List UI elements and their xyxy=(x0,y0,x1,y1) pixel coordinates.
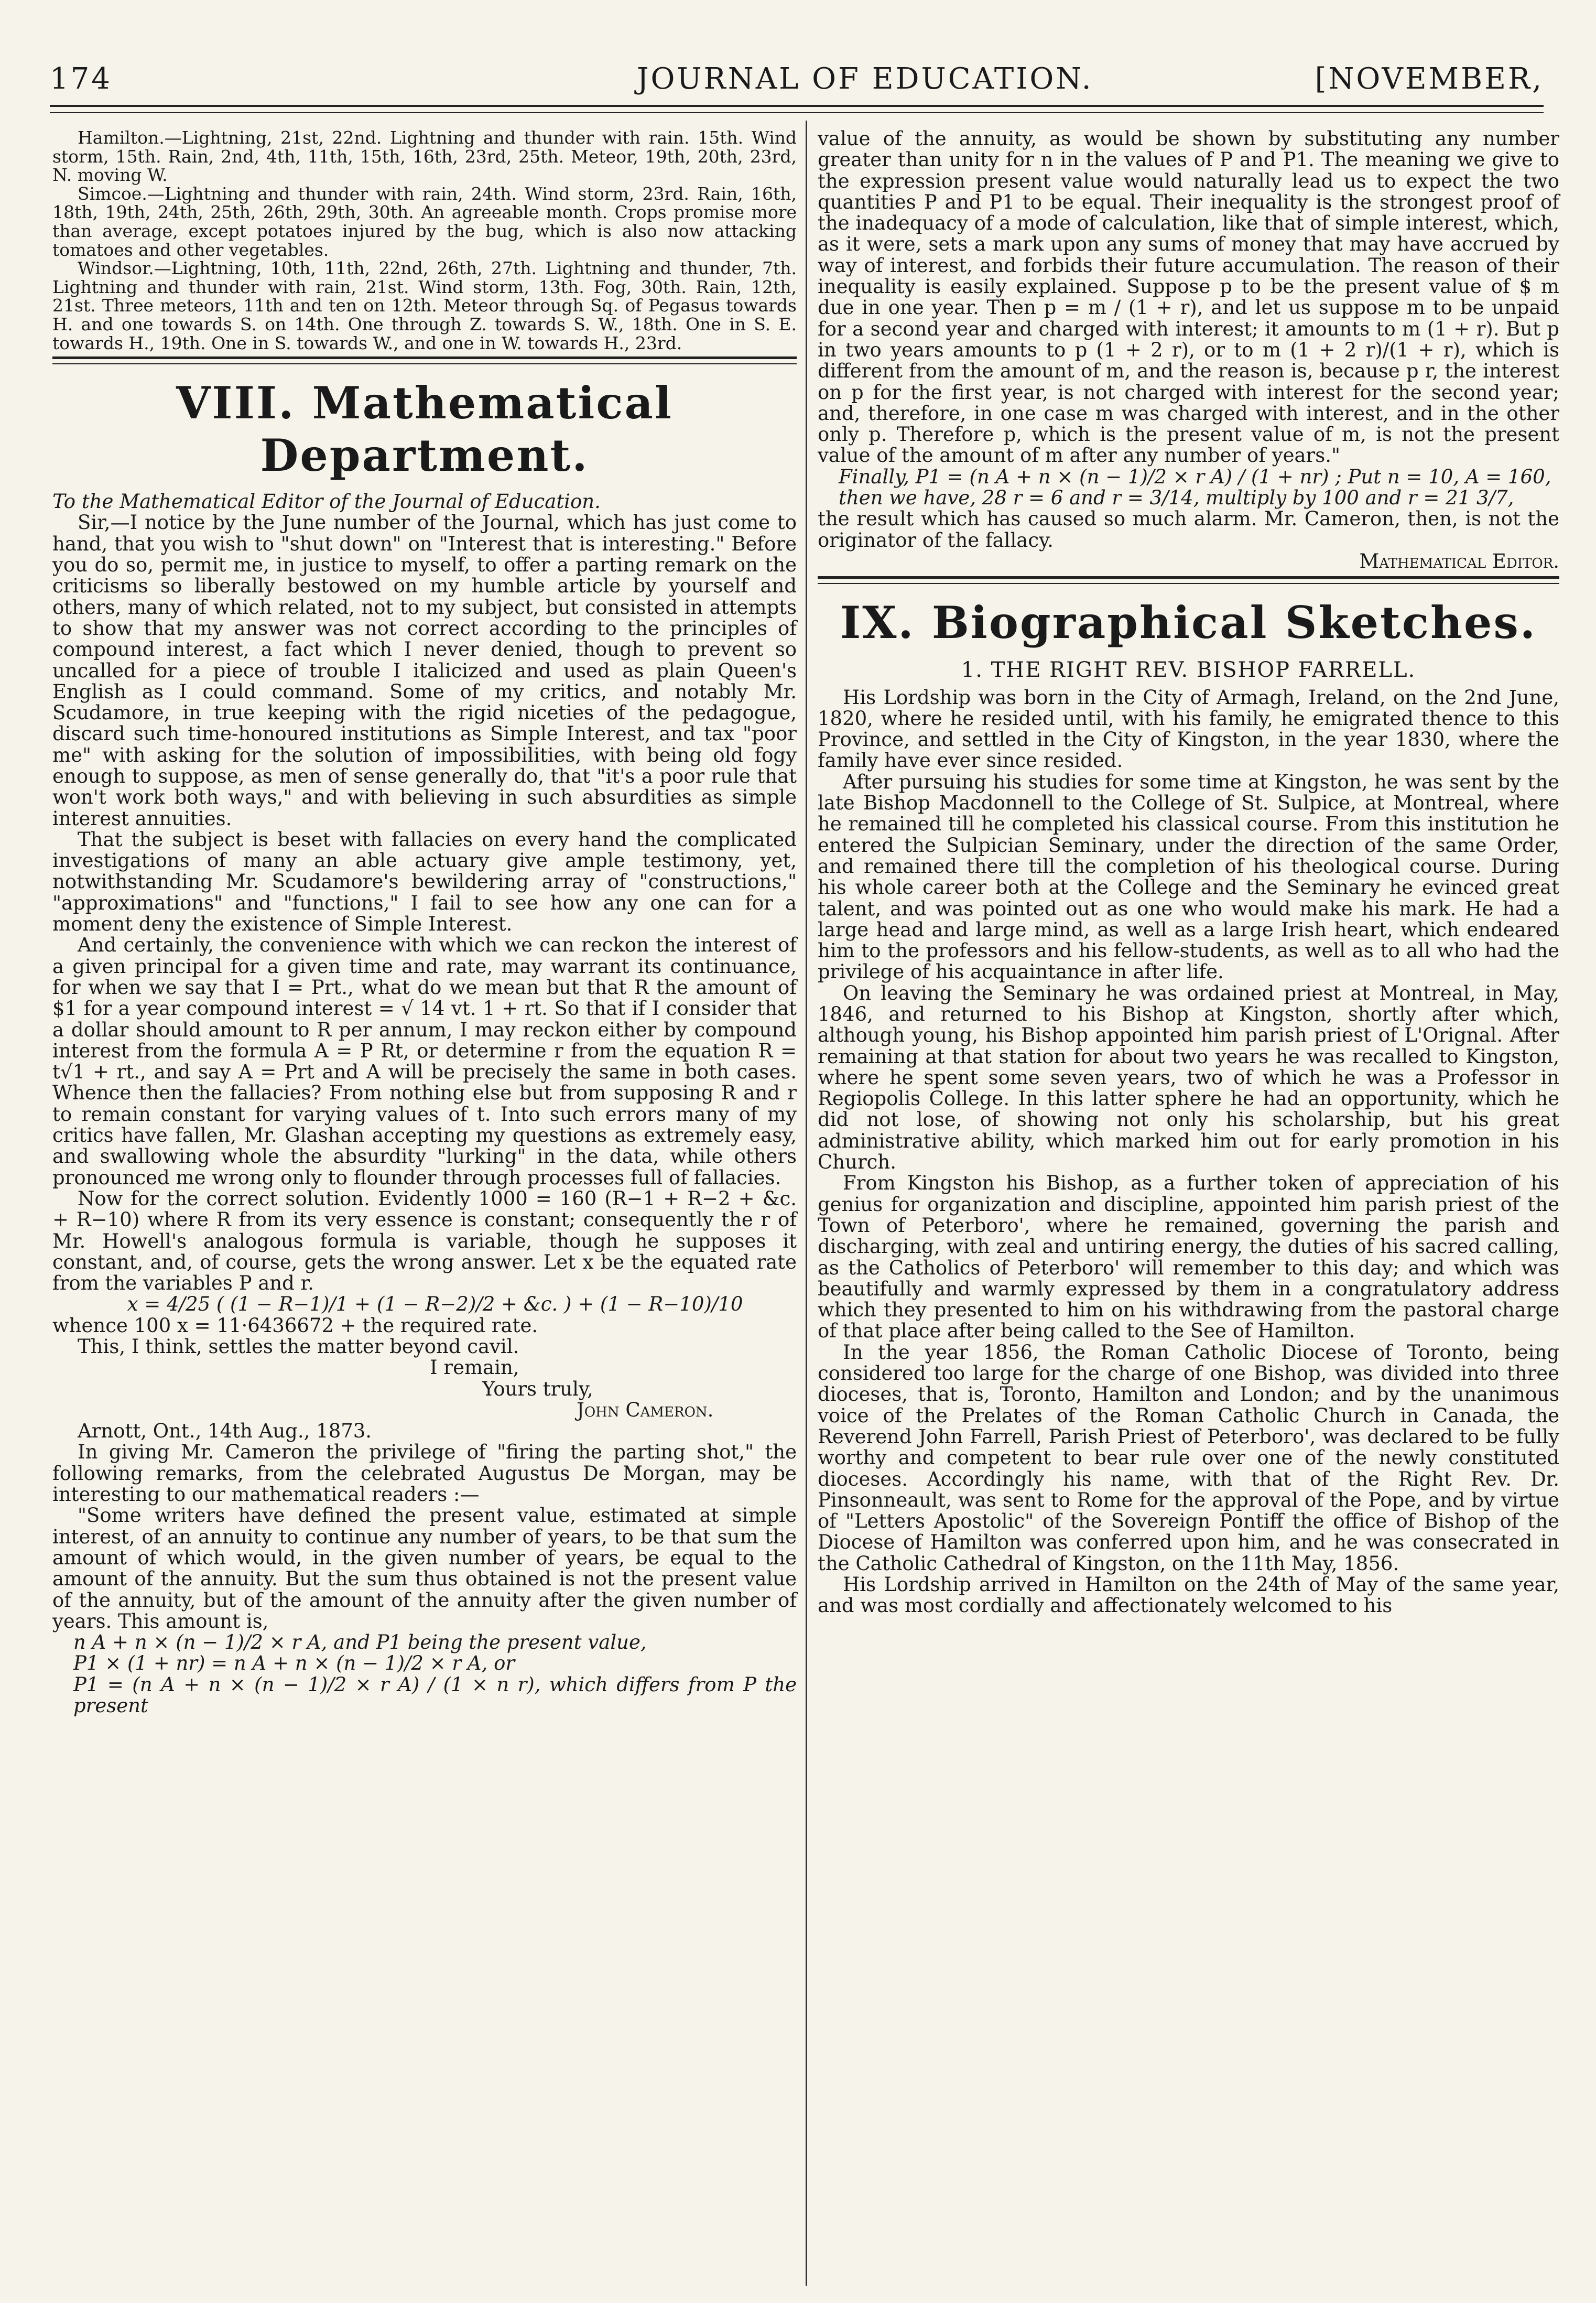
section-viii-title: VIII. Mathematical Department. xyxy=(176,377,673,482)
math-editor-signature: Mathematical Editor. xyxy=(1359,549,1559,572)
de-morgan-quote: "Some writers have defined the present value, estimated at simple interest, of an annuity to continue any number of years, to be that sum the amount of which would, in the given number of years, be equal to the amount of the annuity. But the sum thus obtained is not the present value of the annuity, but of the amount of the annuity after the given number of years. This amount is, xyxy=(52,1504,797,1632)
letter-para-1: Sir,—I notice by the June number of the Journal, which has just come to hand, that you wish to "shut down" on "Interest that is interesting." Before you do so, permit me, in justice to myself, to offer a parting remark on the criticisms so liberally bestowed on my humble article by yourself and others, many of which related, not to my subject, but consisted in attempts to show that my answer was not correct according to the principles of compound interest, a fact which I never denied, though to prevent so uncalled for a piece of trouble I italicized and used as plain Queen's English as I could command. Some of my critics, and notably Mr. Scudamore, in true keeping with the rigid niceties of the pedagogue, discard such time-honoured institutions as Simple Interest, and tax "poor me" with asking for the solution of impossibilities, with being old fogy enough to suppose, as men of sense generally do, that "it's a poor rule that won't work both ways," and with believing in such absurdities as simple interest annuities. xyxy=(52,511,797,830)
closing-yours: Yours truly, xyxy=(482,1377,593,1400)
journal-title: JOURNAL OF EDUCATION. xyxy=(637,62,1093,96)
formula-equated-rate: x = 4/25 ( (1 − R−1)/1 + (1 − R−2)/2 + &c. ) + (1 − R−10)/10 xyxy=(127,1293,743,1316)
formula-result: then we have, 28 r = 6 and r = 3/14, multiply by 100 and r = 21 3/7, xyxy=(839,486,1514,510)
bio-para-2: After pursuing his studies for some time at Kingston, he was sent by the late Bishop Macdonnell to the College of St. Sulpice, at Montreal, where he remained till he completed his classical course. From this institution he entered the Sulpician Seminary, under the direction of the same Order, and remained there till the completion of his theological course. During his whole career both at the College and the Seminary he evinced great talent, and was pointed out as one who would make his mark. He had a large head and large mind, as well as a large Irish heart, which endeared him to the professors and his fellow-students, as well as to all who had the privilege of his acquaintance in after life. xyxy=(818,770,1559,983)
quote-continued: value of the annuity, as would be shown by substituting any number greater than unity for n in the values of P and P1. The meaning we give to the expression present value would naturally lead us to expect the two quantities P and P1 to be equal. Their inequality is the strongest proof of the inadequacy of a mode of calculation, like that of simple interest, which, as it were, sets a mark upon any sums of money that may have accrued by way of interest, and forbids their future accumulation. The reason of their inequality is easily explained. Suppose p to be the present value of $ m due in one year. Then p = m / (1 + r), and let us suppose m to be unpaid for a second year and charged with interest; it amounts to m (1 + r). But p in two years amounts to p (1 + 2 r), or to m (1 + 2 r)/(1 + r), which is different from the amount of m, and the reason is, because p r, the interest on p for the first year, is not charged with interest for the second year; and, therefore, in one case m was charged with interest, and in the other only p. Therefore p, which is the present value of m, is not the present value of the amount of m after any number of years." xyxy=(818,127,1559,467)
formula-amount: n A + n × (n − 1)/2 × r A, and P1 being the present value, xyxy=(73,1631,647,1654)
section-ix-title: IX. Biographical Sketches. xyxy=(840,597,1537,649)
header-rule xyxy=(50,105,1544,113)
page-number: 174 xyxy=(50,62,112,96)
formula-present-value: P1 × (1 + nr) = n A + n × (n − 1)/2 × r A, or xyxy=(73,1652,515,1675)
bio-para-1: His Lordship was born in the City of Armagh, Ireland, on the 2nd June, 1820, where he resided until, with his family, he emigrated thence to this Province, and settled in the City of Kingston, in the year 1830, where the family have ever since resided. xyxy=(818,686,1559,772)
right-column xyxy=(818,128,1559,1617)
bio-para-5: In the year 1856, the Roman Catholic Diocese of Toronto, being considered too large for the charge of one Bishop, was divided into three dioceses, that is, Toronto, Hamilton and London; and by the unanimous voice of the Prelates of the Roman Catholic Church in Canada, the Reverend John Farrell, Parish Priest of Peterboro', was declared to be fully worthy and competent to bear rule over one of the newly constituted dioceses. Accordingly his name, with that of the Right Rev. Dr. Pinsonneault, was sent to Rome for the approval of the Pope, and by virtue of "Letters Apostolic" of the Sovereign Pontiff the office of Bishop of the Diocese of Hamilton was conferred upon him, and he was consecrated in the Catholic Cathedral of Kingston, on the 11th May, 1856. xyxy=(818,1340,1559,1575)
weather-simcoe: Simcoe.—Lightning and thunder with rain, 24th. Wind storm, 23rd. Rain, 16th, 18th, 19th, 24th, 25th, 26th, 29th, 30th. An agreeable month. Crops promise more than average, except potatoes injured by the bug, which is also now attacking tomatoes and other vegetables. xyxy=(52,183,797,260)
salutation-line: To the Mathematical Editor of the Journal of Education. xyxy=(52,490,601,513)
weather-hamilton: Hamilton.—Lightning, 21st, 22nd. Lightning and thunder with rain. 15th. Wind storm, 15th. Rain, 2nd, 4th, 11th, 15th, 16th, 23rd, 25th. Meteor, 19th, 20th, 23rd, N. moving W. xyxy=(52,127,797,186)
section-rule xyxy=(52,356,797,364)
letter-para-4: Now for the correct solution. Evidently 1000 = 160 (R−1 + R−2 + &c. + R−10) where R from its very essence is constant; consequently the r of Mr. Howell's analogous formula is variable, though he supposes it constant, and, of course, gets the wrong answer. Let x be the equated rate from the variables P and r. xyxy=(52,1187,797,1295)
closing-remain: I remain, xyxy=(430,1356,519,1379)
page-header xyxy=(50,62,1544,99)
column-divider xyxy=(806,121,807,2286)
letter-dateline: Arnott, Ont., 14th Aug., 1873. xyxy=(78,1420,372,1443)
weather-windsor: Windsor.—Lightning, 10th, 11th, 22nd, 26th, 27th. Lightning and thunder, 7th. Lightning and thunder with rain, 21st. Wind storm, 13th. Fog, 30th. Rain, 12th, 21st. Three meteors, 11th and ten on 12th. Meteor through Sq. of Pegasus towards H. and one towards S. on 14th. One through Z. towards S. W., 18th. One in S. E. towards H., 19th. One in S. towards W., and one in W. towards H., 23rd. xyxy=(52,258,797,353)
formula-p1: P1 = (n A + n × (n − 1)/2 × r A) / (1 × n r), which differs from P the present xyxy=(73,1673,797,1717)
conclusion-para: the result which has caused so much alarm. Mr. Cameron, then, is not the originator of the fallacy. xyxy=(818,507,1559,552)
left-column xyxy=(52,128,797,1716)
section-rule xyxy=(818,576,1559,584)
letter-para-5: whence 100 x = 11·6436672 + the required rate. xyxy=(52,1314,538,1337)
bio-para-3: On leaving the Seminary he was ordained priest at Montreal, in May, 1846, and returned to his Bishop at Kingston, shortly after which, although young, his Bishop appointed him parish priest of L'Orignal. After remaining at that station for about two years he was recalled to Kingston, where he spent some seven years, two of which he was a Professor in Regiopolis College. In this latter sphere he had an opportunity, which he did not lose, of showing not only his scholarship, but his great administrative ability, which marked him out for early promotion in his Church. xyxy=(818,981,1559,1174)
letter-signature: John Cameron. xyxy=(577,1398,714,1421)
letter-para-6: This, I think, settles the matter beyond cavil. xyxy=(78,1335,519,1358)
letter-para-3: And certainly, the convenience with which we can reckon the interest of a given principal for a given time and rate, may warrant its continuance, for when we say that I = Prt., what do we mean but that R the amount of $1 for a year compound interest = √ 14 vt. 1 + rt. So that if I consider that a dollar should amount to R per annum, I may reckon either by compound interest from the formula A = P Rt, or determine r from the equation R = t√1 + rt., and say A = Prt and A will be precisely the same in both cases. Whence then the fallacies? From nothing else but from supposing R and r to remain constant for varying values of t. Into such errors many of my critics have fallen, Mr. Glashan accepting my questions as extremely easy, and swallowing whole the absurdity "lurking" in the data, while others pronounced me wrong only to flounder through processes full of fallacies. xyxy=(52,934,797,1189)
issue-month: [NOVEMBER, xyxy=(1315,62,1544,96)
editor-intro: In giving Mr. Cameron the privilege of "firing the parting shot," the following remarks, from the celebrated Augustus De Morgan, may be interesting to our mathematical readers :— xyxy=(52,1441,797,1506)
bio-para-4: From Kingston his Bishop, as a further token of appreciation of his genius for organization and discipline, appointed him parish priest of the Town of Peterboro', where he remained, governing the parish and discharging, with zeal and untiring energy, the duties of his sacred calling, as the Catholics of Peterboro' will remember to this day; and which was beautifully and warmly expressed by them in a congratulatory address which they presented to him on his withdrawing from the pastoral charge of that place after being called to the See of Hamilton. xyxy=(818,1172,1559,1343)
bio-subtitle: 1. THE RIGHT REV. BISHOP FARRELL. xyxy=(961,658,1416,683)
formula-finally: Finally, P1 = (n A + n × (n − 1)/2 × r A) / (1 + nr) ; Put n = 10, A = 160, xyxy=(839,465,1551,488)
bio-para-6: His Lordship arrived in Hamilton on the 24th of May of the same year, and was most cordially and affectionately welcomed to his xyxy=(818,1573,1559,1617)
letter-para-2: That the subject is beset with fallacies on every hand the complicated investigations of many an able actuary give ample testimony, yet, notwithstanding Mr. Scudamore's bewildering array of "constructions," "approximations" and "functions," I fail to see how any one can for a moment deny the existence of Simple Interest. xyxy=(52,828,797,936)
